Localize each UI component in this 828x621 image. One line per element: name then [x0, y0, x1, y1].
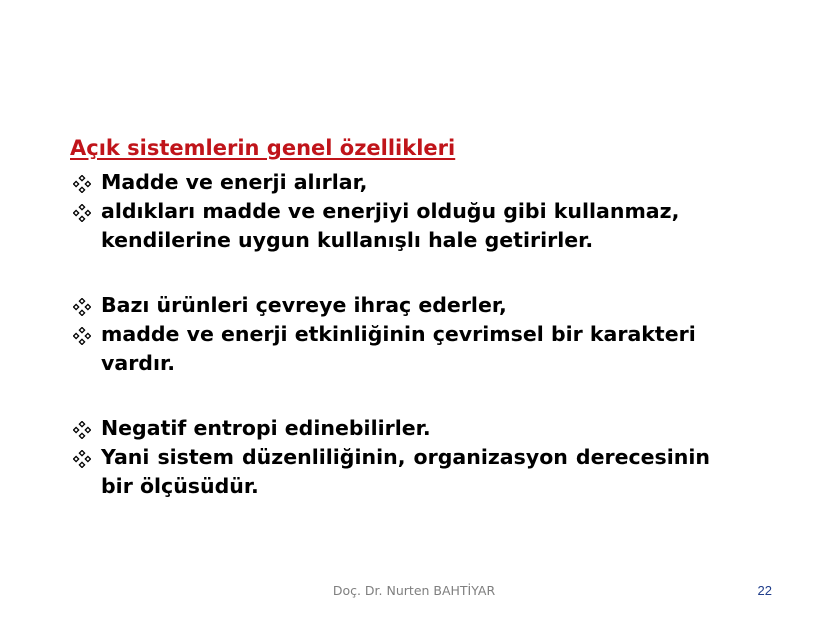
bullet-text: Bazı ürünleri çevreye ihraç ederler,	[101, 293, 507, 317]
four-diamond-bullet-icon	[73, 421, 91, 439]
bullet-text: Yani sistem düzenliliğinin, organizasyon derecesinin bir ölçüsüdür.	[101, 445, 710, 498]
bullet-text: Madde ve enerji alırlar,	[101, 170, 368, 194]
bullet-item	[70, 197, 710, 255]
bullet-item	[70, 168, 710, 197]
page-number: 22	[757, 583, 772, 598]
bullet-item	[70, 414, 710, 443]
bullet-text: Negatif entropi edinebilirler.	[101, 416, 431, 440]
four-diamond-bullet-icon	[73, 175, 91, 193]
bullet-item	[70, 320, 710, 378]
bullet-text: madde ve enerji etkinliğinin çevrimsel bir karakteri vardır.	[101, 322, 696, 375]
four-diamond-bullet-icon	[73, 204, 91, 222]
bullet-item	[70, 443, 710, 501]
four-diamond-bullet-icon	[73, 450, 91, 468]
bullet-list	[70, 168, 710, 501]
four-diamond-bullet-icon	[73, 327, 91, 345]
bullet-item	[70, 291, 710, 320]
footer-author: Doç. Dr. Nurten BAHTİYAR	[332, 583, 496, 598]
slide-heading: Açık sistemlerin genel özellikleri	[70, 136, 456, 160]
four-diamond-bullet-icon	[73, 298, 91, 316]
bullet-text: aldıkları madde ve enerjiyi olduğu gibi kullanmaz, kendilerine uygun kullanışlı hale getirirler.	[101, 199, 680, 252]
